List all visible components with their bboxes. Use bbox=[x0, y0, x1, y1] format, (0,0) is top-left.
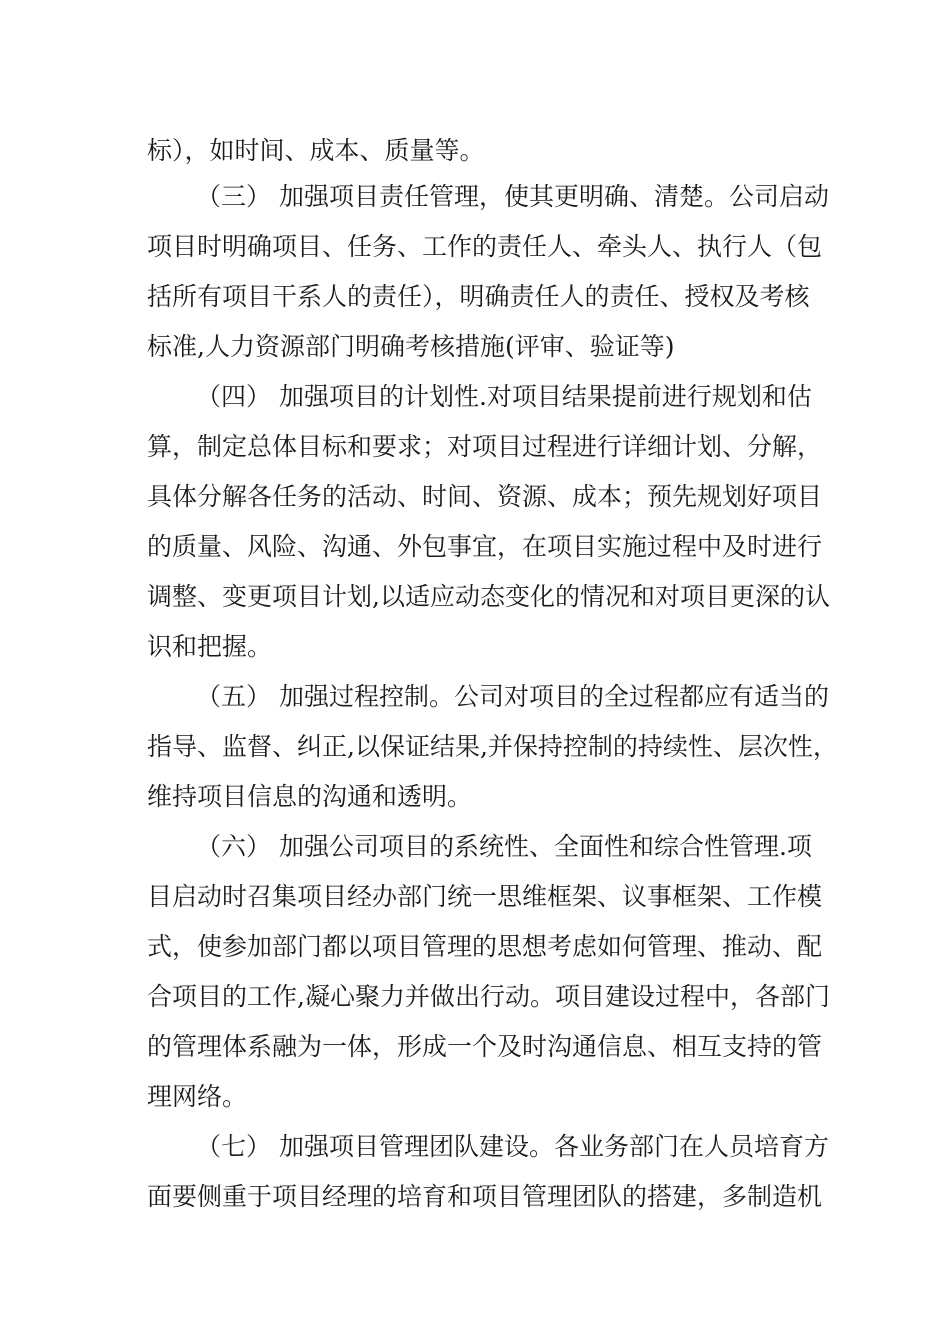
text-line: 识和把握。 bbox=[147, 632, 273, 661]
text-line: 理网络。 bbox=[147, 1082, 248, 1111]
text-line: （五） 加强过程控制。公司对项目的全过程都应有适当的 bbox=[196, 682, 829, 711]
text-line: 标准,人力资源部门明确考核措施(评审、验证等) bbox=[147, 332, 675, 361]
text-line: 指导、监督、纠正,以保证结果,并保持控制的持续性、层次性， bbox=[147, 732, 838, 761]
text-line: 具体分解各任务的活动、时间、资源、成本；预先规划好项目 bbox=[147, 482, 823, 511]
text-line: 合项目的工作,凝心聚力并做出行动。项目建设过程中，各部门 bbox=[147, 982, 830, 1011]
text-line: 维持项目信息的沟通和透明。 bbox=[147, 782, 473, 811]
text-line: 的管理体系融为一体，形成一个及时沟通信息、相互支持的管 bbox=[147, 1032, 823, 1061]
text-line: 项目时明确项目、任务、工作的责任人、牵头人、执行人（包 bbox=[147, 232, 823, 261]
text-line: 括所有项目干系人的责任），明确责任人的责任、授权及考核 bbox=[147, 282, 810, 311]
text-line: 标），如时间、成本、质量等。 bbox=[147, 136, 485, 165]
text-line: （四） 加强项目的计划性.对项目结果提前进行规划和估 bbox=[196, 382, 812, 411]
text-line: （六） 加强公司项目的系统性、全面性和综合性管理.项 bbox=[196, 832, 812, 861]
text-line: （三） 加强项目责任管理，使其更明确、清楚。公司启动 bbox=[196, 182, 829, 211]
text-line: 的质量、风险、沟通、外包事宜，在项目实施过程中及时进行 bbox=[147, 532, 823, 561]
text-line: （七） 加强项目管理团队建设。各业务部门在人员培育方 bbox=[196, 1132, 829, 1161]
text-line: 面要侧重于项目经理的培育和项目管理团队的搭建，多制造机 bbox=[147, 1182, 823, 1211]
text-line: 算，制定总体目标和要求；对项目过程进行详细计划、分解， bbox=[147, 432, 823, 461]
text-line: 目启动时召集项目经办部门统一思维框架、议事框架、工作模 bbox=[147, 882, 823, 911]
text-line: 式，使参加部门都以项目管理的思想考虑如何管理、推动、配 bbox=[147, 932, 823, 961]
text-line: 调整、变更项目计划,以适应动态变化的情况和对项目更深的认 bbox=[147, 582, 830, 611]
